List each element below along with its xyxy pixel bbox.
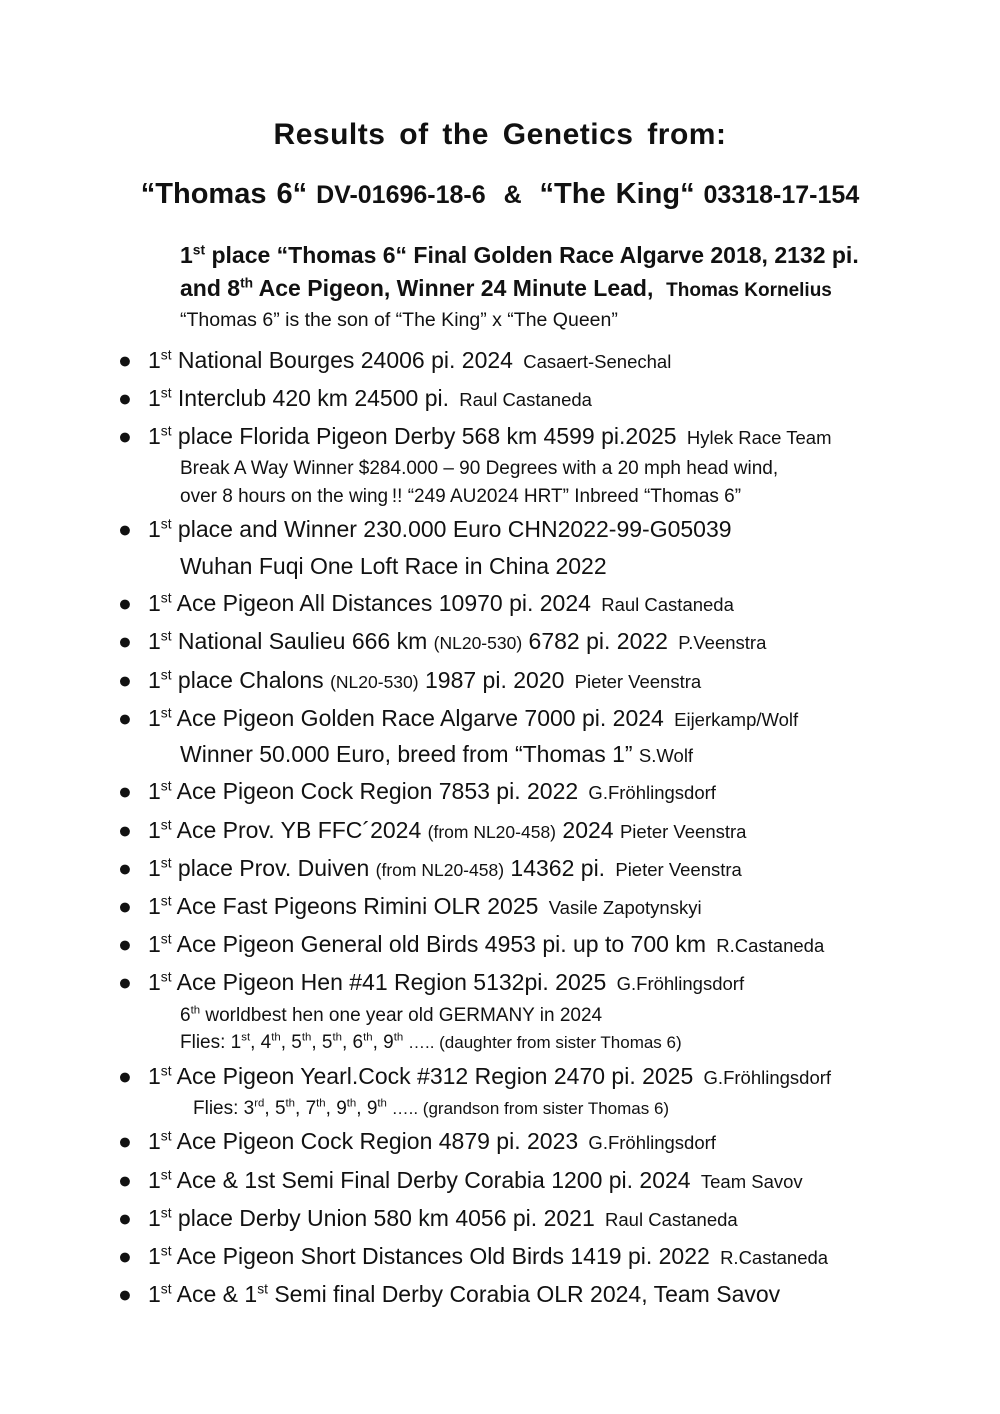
bullet-icon: ● — [118, 1062, 132, 1089]
result-item — [0, 1161, 1000, 1199]
bullet-icon: ● — [118, 816, 132, 843]
bullet-icon: ● — [118, 423, 132, 450]
result-text: 1st Ace Pigeon Cock Region 4879 pi. 2023 — [148, 1128, 579, 1155]
subtitle-king-name: “The King“ — [539, 177, 695, 210]
intro-line-2 — [180, 272, 960, 305]
result-text: 1st place Prov. Duiven (from NL20-458) 14362 pi. — [148, 854, 606, 881]
result-text: 1st Ace Pigeon General old Birds 4953 pi. up to 700 km — [148, 931, 706, 958]
result-credit: Raul Castaneda — [590, 594, 734, 616]
bullet-icon: ● — [118, 1281, 132, 1308]
result-item — [0, 661, 1000, 699]
subtitle-ampersand: & — [503, 180, 522, 209]
result-item — [0, 379, 1000, 417]
result-text: 1st Ace Pigeon Short Distances Old Birds 1419 pi. 2022 — [148, 1242, 710, 1269]
bullet-icon: ● — [118, 384, 132, 411]
result-text: 1st Ace Pigeon Golden Race Algarve 7000 pi. 2024 — [148, 704, 664, 731]
result-text: 1st Ace Fast Pigeons Rimini OLR 2025 — [148, 893, 539, 919]
result-item — [0, 584, 1000, 622]
intro-line-2-lead: and 8 — [180, 274, 241, 301]
subtitle-king-ring: 03318-17-154 — [703, 180, 860, 209]
result-text: 1st Ace Pigeon Yearl.Cock #312 Region 2470 pi. 2025 — [148, 1062, 694, 1089]
bullet-icon: ● — [118, 931, 132, 958]
results-list — [0, 341, 1000, 1313]
intro-person: Thomas Kornelius — [666, 279, 832, 301]
subtitle-thomas-ring: DV-01696-18-6 — [316, 180, 486, 209]
result-credit: Casaert-Senechal — [512, 350, 672, 372]
result-item — [0, 1057, 1000, 1123]
result-credit: Vasile Zapotynskyi — [538, 897, 702, 918]
result-item — [0, 811, 1000, 849]
intro-line-1 — [180, 239, 960, 272]
result-text: 1st Ace Pigeon Hen #41 Region 5132pi. 2025 — [148, 969, 607, 996]
result-item — [0, 963, 1000, 1056]
page-subtitle — [0, 178, 1000, 211]
result-credit: G.Fröhlingsdorf — [606, 973, 745, 995]
result-credit: Pieter Veenstra — [619, 820, 747, 842]
result-credit: Pieter Veenstra — [605, 858, 742, 880]
result-subline: Flies: 3rd, 5th, 7th, 9th, 9th ….. (grandson from sister Thomas 6) — [193, 1097, 670, 1119]
result-item — [0, 772, 1000, 810]
result-item — [0, 849, 1000, 887]
intro-note: “Thomas 6” is the son of “The King” x “The Queen” — [180, 309, 618, 332]
bullet-icon: ● — [118, 1166, 132, 1193]
subtitle-thomas-name: “Thomas 6“ — [140, 177, 308, 210]
result-subline: Flies: 1st, 4th, 5th, 5th, 6th, 9th ….. (daughter from sister Thomas 6) — [180, 1031, 682, 1054]
bullet-icon: ● — [118, 516, 132, 543]
result-text: 1st National Saulieu 666 km (NL20-530) 6782 pi. 2022 — [148, 628, 668, 655]
result-item — [0, 1237, 1000, 1275]
bullet-icon: ● — [118, 1204, 132, 1231]
result-credit: Raul Castaneda — [448, 388, 592, 410]
result-subline: over 8 hours on the wing !! “249 AU2024 HRT” Inbreed “Thomas 6” — [180, 485, 742, 507]
title-block — [0, 0, 1000, 211]
bullet-icon: ● — [118, 969, 132, 996]
result-item — [0, 1122, 1000, 1160]
result-text: 1st Ace Pigeon All Distances 10970 pi. 2024 — [148, 590, 591, 617]
result-credit: Pieter Veenstra — [564, 670, 702, 692]
bullet-icon: ● — [118, 666, 132, 693]
bullet-icon: ● — [118, 893, 132, 919]
result-item — [0, 925, 1000, 963]
result-item — [0, 1199, 1000, 1237]
bullet-icon: ● — [118, 628, 132, 655]
result-text: 1st Ace Pigeon Cock Region 7853 pi. 2022 — [148, 778, 579, 805]
result-credit: G.Fröhlingsdorf — [578, 1132, 716, 1154]
result-text: 1st Ace & 1st Semi final Derby Corabia OLR 2024, Team Savov — [148, 1281, 781, 1308]
intro-line-2-text: Ace Pigeon, Winner 24 Minute Lead, — [253, 274, 654, 301]
result-text: 1st place Derby Union 580 km 4056 pi. 2021 — [148, 1204, 595, 1231]
result-text: 1st place and Winner 230.000 Euro CHN2022-99-G05039 — [148, 516, 732, 543]
result-subline: Break A Way Winner $284.000 – 90 Degrees with a 20 mph head wind, — [180, 458, 779, 480]
bullet-icon: ● — [118, 590, 132, 617]
bullet-icon: ● — [118, 346, 132, 373]
result-text: 1st Ace & 1st Semi Final Derby Corabia 1200 pi. 2024 — [148, 1166, 691, 1193]
result-credit: Hylek Race Team — [676, 427, 832, 449]
intro-ordinal-suffix: st — [192, 242, 206, 258]
result-credit: R.Castaneda — [709, 1246, 829, 1268]
result-year: 2024 — [556, 816, 620, 843]
result-credit: P.Veenstra — [667, 632, 767, 654]
bullet-icon: ● — [118, 704, 132, 731]
result-credit: Eijerkamp/Wolf — [663, 708, 799, 730]
result-text: 1st place Chalons (NL20-530) 1987 pi. 2020 — [148, 666, 565, 693]
result-credit: Raul Castaneda — [594, 1208, 738, 1230]
bullet-icon: ● — [118, 1128, 132, 1155]
result-item — [0, 341, 1000, 379]
result-item — [0, 510, 1000, 584]
result-text: 1st place Florida Pigeon Derby 568 km 4599 pi.2025 — [148, 423, 677, 450]
intro-line-1-text: place “Thomas 6“ Final Golden Race Algarve 2018, 2132 pi. — [205, 241, 859, 268]
page-title: Results of the Genetics from: — [273, 118, 727, 151]
result-credit: Team Savov — [690, 1170, 803, 1192]
bullet-icon: ● — [118, 778, 132, 805]
result-item — [0, 417, 1000, 510]
result-text: 1st National Bourges 24006 pi. 2024 — [148, 346, 513, 373]
result-credit: G.Fröhlingsdorf — [693, 1066, 832, 1088]
intro-line-2-suffix: th — [240, 274, 254, 290]
bullet-icon: ● — [118, 1242, 132, 1269]
result-item — [0, 622, 1000, 660]
result-text: 1st Interclub 420 km 24500 pi. — [148, 384, 449, 411]
bullet-icon: ● — [118, 854, 132, 881]
result-item — [0, 1275, 1000, 1313]
result-subline: 6th worldbest hen one year old GERMANY in 2024 — [180, 1004, 603, 1026]
result-text: 1st Ace Prov. YB FFC´2024 (from NL20-458) — [148, 816, 557, 843]
result-item — [0, 887, 1000, 925]
result-subline: Wuhan Fuqi One Loft Race in China 2022 — [180, 552, 607, 579]
intro-block — [0, 239, 1000, 335]
intro-ordinal: 1 — [180, 241, 193, 268]
result-item — [0, 699, 1000, 773]
result-credit: R.Castaneda — [705, 935, 825, 957]
result-credit: G.Fröhlingsdorf — [578, 782, 716, 804]
result-subline: Winner 50.000 Euro, breed from “Thomas 1” S.Wolf — [180, 740, 694, 767]
